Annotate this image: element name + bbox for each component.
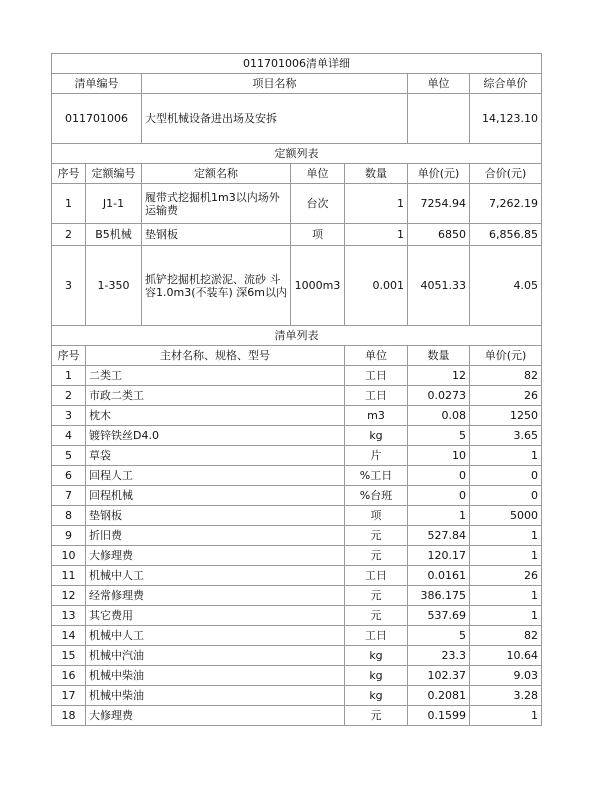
item-index: 10	[52, 546, 86, 566]
header-price: 综合单价	[470, 74, 542, 94]
item-unit: 工日	[345, 366, 408, 386]
item-unit-price: 26	[470, 566, 542, 586]
quota-name: 履带式挖掘机1m3以内场外运输费	[142, 184, 291, 224]
item-unit: kg	[345, 686, 408, 706]
item-unit: 元	[345, 706, 408, 726]
item-qty: 0.0161	[408, 566, 470, 586]
quota-qty: 0.001	[345, 246, 408, 326]
item-qty: 12	[408, 366, 470, 386]
quota-unit-price: 4051.33	[408, 246, 470, 326]
item-row	[52, 686, 542, 706]
item-name: 其它费用	[86, 606, 345, 626]
quota-row	[52, 224, 542, 246]
quota-header-name: 定额名称	[142, 164, 291, 184]
item-unit: 工日	[345, 626, 408, 646]
items-body	[52, 366, 542, 726]
quota-header-index: 序号	[52, 164, 86, 184]
item-name: 机械中人工	[86, 566, 345, 586]
item-unit: 元	[345, 606, 408, 626]
item-index: 11	[52, 566, 86, 586]
table-title: 011701006清单详细	[52, 54, 542, 74]
item-name: 机械中汽油	[86, 646, 345, 666]
item-qty: 527.84	[408, 526, 470, 546]
items-header-unit: 单位	[345, 346, 408, 366]
item-name: 草袋	[86, 446, 345, 466]
item-row	[52, 506, 542, 526]
item-row	[52, 566, 542, 586]
quota-section-title: 定额列表	[52, 144, 542, 164]
item-name: 市政二类工	[86, 386, 345, 406]
item-name: 折旧费	[86, 526, 345, 546]
item-unit-price: 9.03	[470, 666, 542, 686]
item-unit-price: 1	[470, 706, 542, 726]
item-unit-price: 1	[470, 606, 542, 626]
item-unit: 工日	[345, 386, 408, 406]
item-unit-price: 1	[470, 446, 542, 466]
item-row	[52, 466, 542, 486]
items-header-name: 主材名称、规格、型号	[86, 346, 345, 366]
item-qty: 537.69	[408, 606, 470, 626]
item-qty: 0	[408, 486, 470, 506]
item-unit: %工日	[345, 466, 408, 486]
item-qty: 120.17	[408, 546, 470, 566]
item-row	[52, 386, 542, 406]
item-row	[52, 406, 542, 426]
quota-header-unit-price: 单价(元)	[408, 164, 470, 184]
item-qty: 10	[408, 446, 470, 466]
items-section-title: 清单列表	[52, 326, 542, 346]
item-index: 16	[52, 666, 86, 686]
item-qty: 5	[408, 626, 470, 646]
item-name: 枕木	[86, 406, 345, 426]
item-index: 14	[52, 626, 86, 646]
quota-code: J1-1	[86, 184, 142, 224]
quota-unit-price: 7254.94	[408, 184, 470, 224]
quota-unit-price: 6850	[408, 224, 470, 246]
detail-table	[51, 53, 542, 726]
items-header-qty: 数量	[408, 346, 470, 366]
item-qty: 0.1599	[408, 706, 470, 726]
quota-header-row	[52, 164, 542, 184]
item-row	[52, 666, 542, 686]
item-row	[52, 526, 542, 546]
item-unit: 元	[345, 586, 408, 606]
item-name: 大修理费	[86, 706, 345, 726]
item-qty: 0.08	[408, 406, 470, 426]
item-row	[52, 586, 542, 606]
item-unit-price: 1	[470, 526, 542, 546]
item-index: 15	[52, 646, 86, 666]
item-name: 回程机械	[86, 486, 345, 506]
item-qty: 0.2081	[408, 686, 470, 706]
quota-unit: 台次	[291, 184, 345, 224]
item-name: 机械中柴油	[86, 666, 345, 686]
item-qty: 102.37	[408, 666, 470, 686]
item-index: 9	[52, 526, 86, 546]
item-index: 1	[52, 366, 86, 386]
item-index: 2	[52, 386, 86, 406]
item-unit: kg	[345, 666, 408, 686]
summary-header-row	[52, 74, 542, 94]
item-row	[52, 646, 542, 666]
item-row	[52, 366, 542, 386]
item-unit: 元	[345, 546, 408, 566]
header-name: 项目名称	[142, 74, 408, 94]
quota-row	[52, 184, 542, 224]
quota-index: 2	[52, 224, 86, 246]
item-index: 3	[52, 406, 86, 426]
item-unit-price: 82	[470, 626, 542, 646]
header-unit: 单位	[408, 74, 470, 94]
item-unit: kg	[345, 646, 408, 666]
quota-total: 4.05	[470, 246, 542, 326]
summary-code: 011701006	[52, 94, 142, 144]
item-unit: 项	[345, 506, 408, 526]
summary-price: 14,123.10	[470, 94, 542, 144]
quota-index: 1	[52, 184, 86, 224]
item-row	[52, 626, 542, 646]
item-unit-price: 26	[470, 386, 542, 406]
items-header-row	[52, 346, 542, 366]
summary-unit	[408, 94, 470, 144]
quota-header-total: 合价(元)	[470, 164, 542, 184]
quota-code: 1-350	[86, 246, 142, 326]
quota-header-code: 定额编号	[86, 164, 142, 184]
item-unit: m3	[345, 406, 408, 426]
quota-header-qty: 数量	[345, 164, 408, 184]
summary-row	[52, 94, 542, 144]
item-name: 经常修理费	[86, 586, 345, 606]
item-unit-price: 3.28	[470, 686, 542, 706]
item-unit-price: 3.65	[470, 426, 542, 446]
summary-name: 大型机械设备进出场及安拆	[142, 94, 408, 144]
item-index: 5	[52, 446, 86, 466]
item-unit-price: 0	[470, 486, 542, 506]
quota-total: 6,856.85	[470, 224, 542, 246]
item-qty: 0	[408, 466, 470, 486]
item-row	[52, 546, 542, 566]
quota-name: 抓铲挖掘机挖淤泥、流砂 斗容1.0m3(不装车) 深6m以内	[142, 246, 291, 326]
item-unit-price: 5000	[470, 506, 542, 526]
item-index: 17	[52, 686, 86, 706]
quota-name: 垫钢板	[142, 224, 291, 246]
item-unit-price: 82	[470, 366, 542, 386]
item-qty: 386.175	[408, 586, 470, 606]
item-unit: kg	[345, 426, 408, 446]
item-name: 机械中柴油	[86, 686, 345, 706]
item-unit-price: 10.64	[470, 646, 542, 666]
item-unit: %台班	[345, 486, 408, 506]
item-unit: 元	[345, 526, 408, 546]
item-qty: 0.0273	[408, 386, 470, 406]
item-index: 12	[52, 586, 86, 606]
items-header-index: 序号	[52, 346, 86, 366]
item-qty: 1	[408, 506, 470, 526]
item-name: 二类工	[86, 366, 345, 386]
item-name: 镀锌铁丝D4.0	[86, 426, 345, 446]
item-index: 8	[52, 506, 86, 526]
quota-unit: 1000m3	[291, 246, 345, 326]
item-name: 回程人工	[86, 466, 345, 486]
item-name: 大修理费	[86, 546, 345, 566]
item-unit-price: 1	[470, 586, 542, 606]
items-header-unit-price: 单价(元)	[470, 346, 542, 366]
item-unit-price: 1250	[470, 406, 542, 426]
item-qty: 23.3	[408, 646, 470, 666]
item-unit-price: 1	[470, 546, 542, 566]
quota-row	[52, 246, 542, 326]
item-name: 垫钢板	[86, 506, 345, 526]
item-row	[52, 606, 542, 626]
item-index: 18	[52, 706, 86, 726]
item-row	[52, 706, 542, 726]
item-row	[52, 446, 542, 466]
item-qty: 5	[408, 426, 470, 446]
item-index: 13	[52, 606, 86, 626]
quota-qty: 1	[345, 184, 408, 224]
item-unit-price: 0	[470, 466, 542, 486]
item-unit: 片	[345, 446, 408, 466]
item-index: 6	[52, 466, 86, 486]
item-name: 机械中人工	[86, 626, 345, 646]
item-unit: 工日	[345, 566, 408, 586]
item-row	[52, 486, 542, 506]
quota-index: 3	[52, 246, 86, 326]
item-index: 7	[52, 486, 86, 506]
quota-header-unit: 单位	[291, 164, 345, 184]
item-index: 4	[52, 426, 86, 446]
header-code: 清单编号	[52, 74, 142, 94]
quota-code: B5机械	[86, 224, 142, 246]
item-row	[52, 426, 542, 446]
quota-qty: 1	[345, 224, 408, 246]
quota-total: 7,262.19	[470, 184, 542, 224]
quota-unit: 项	[291, 224, 345, 246]
